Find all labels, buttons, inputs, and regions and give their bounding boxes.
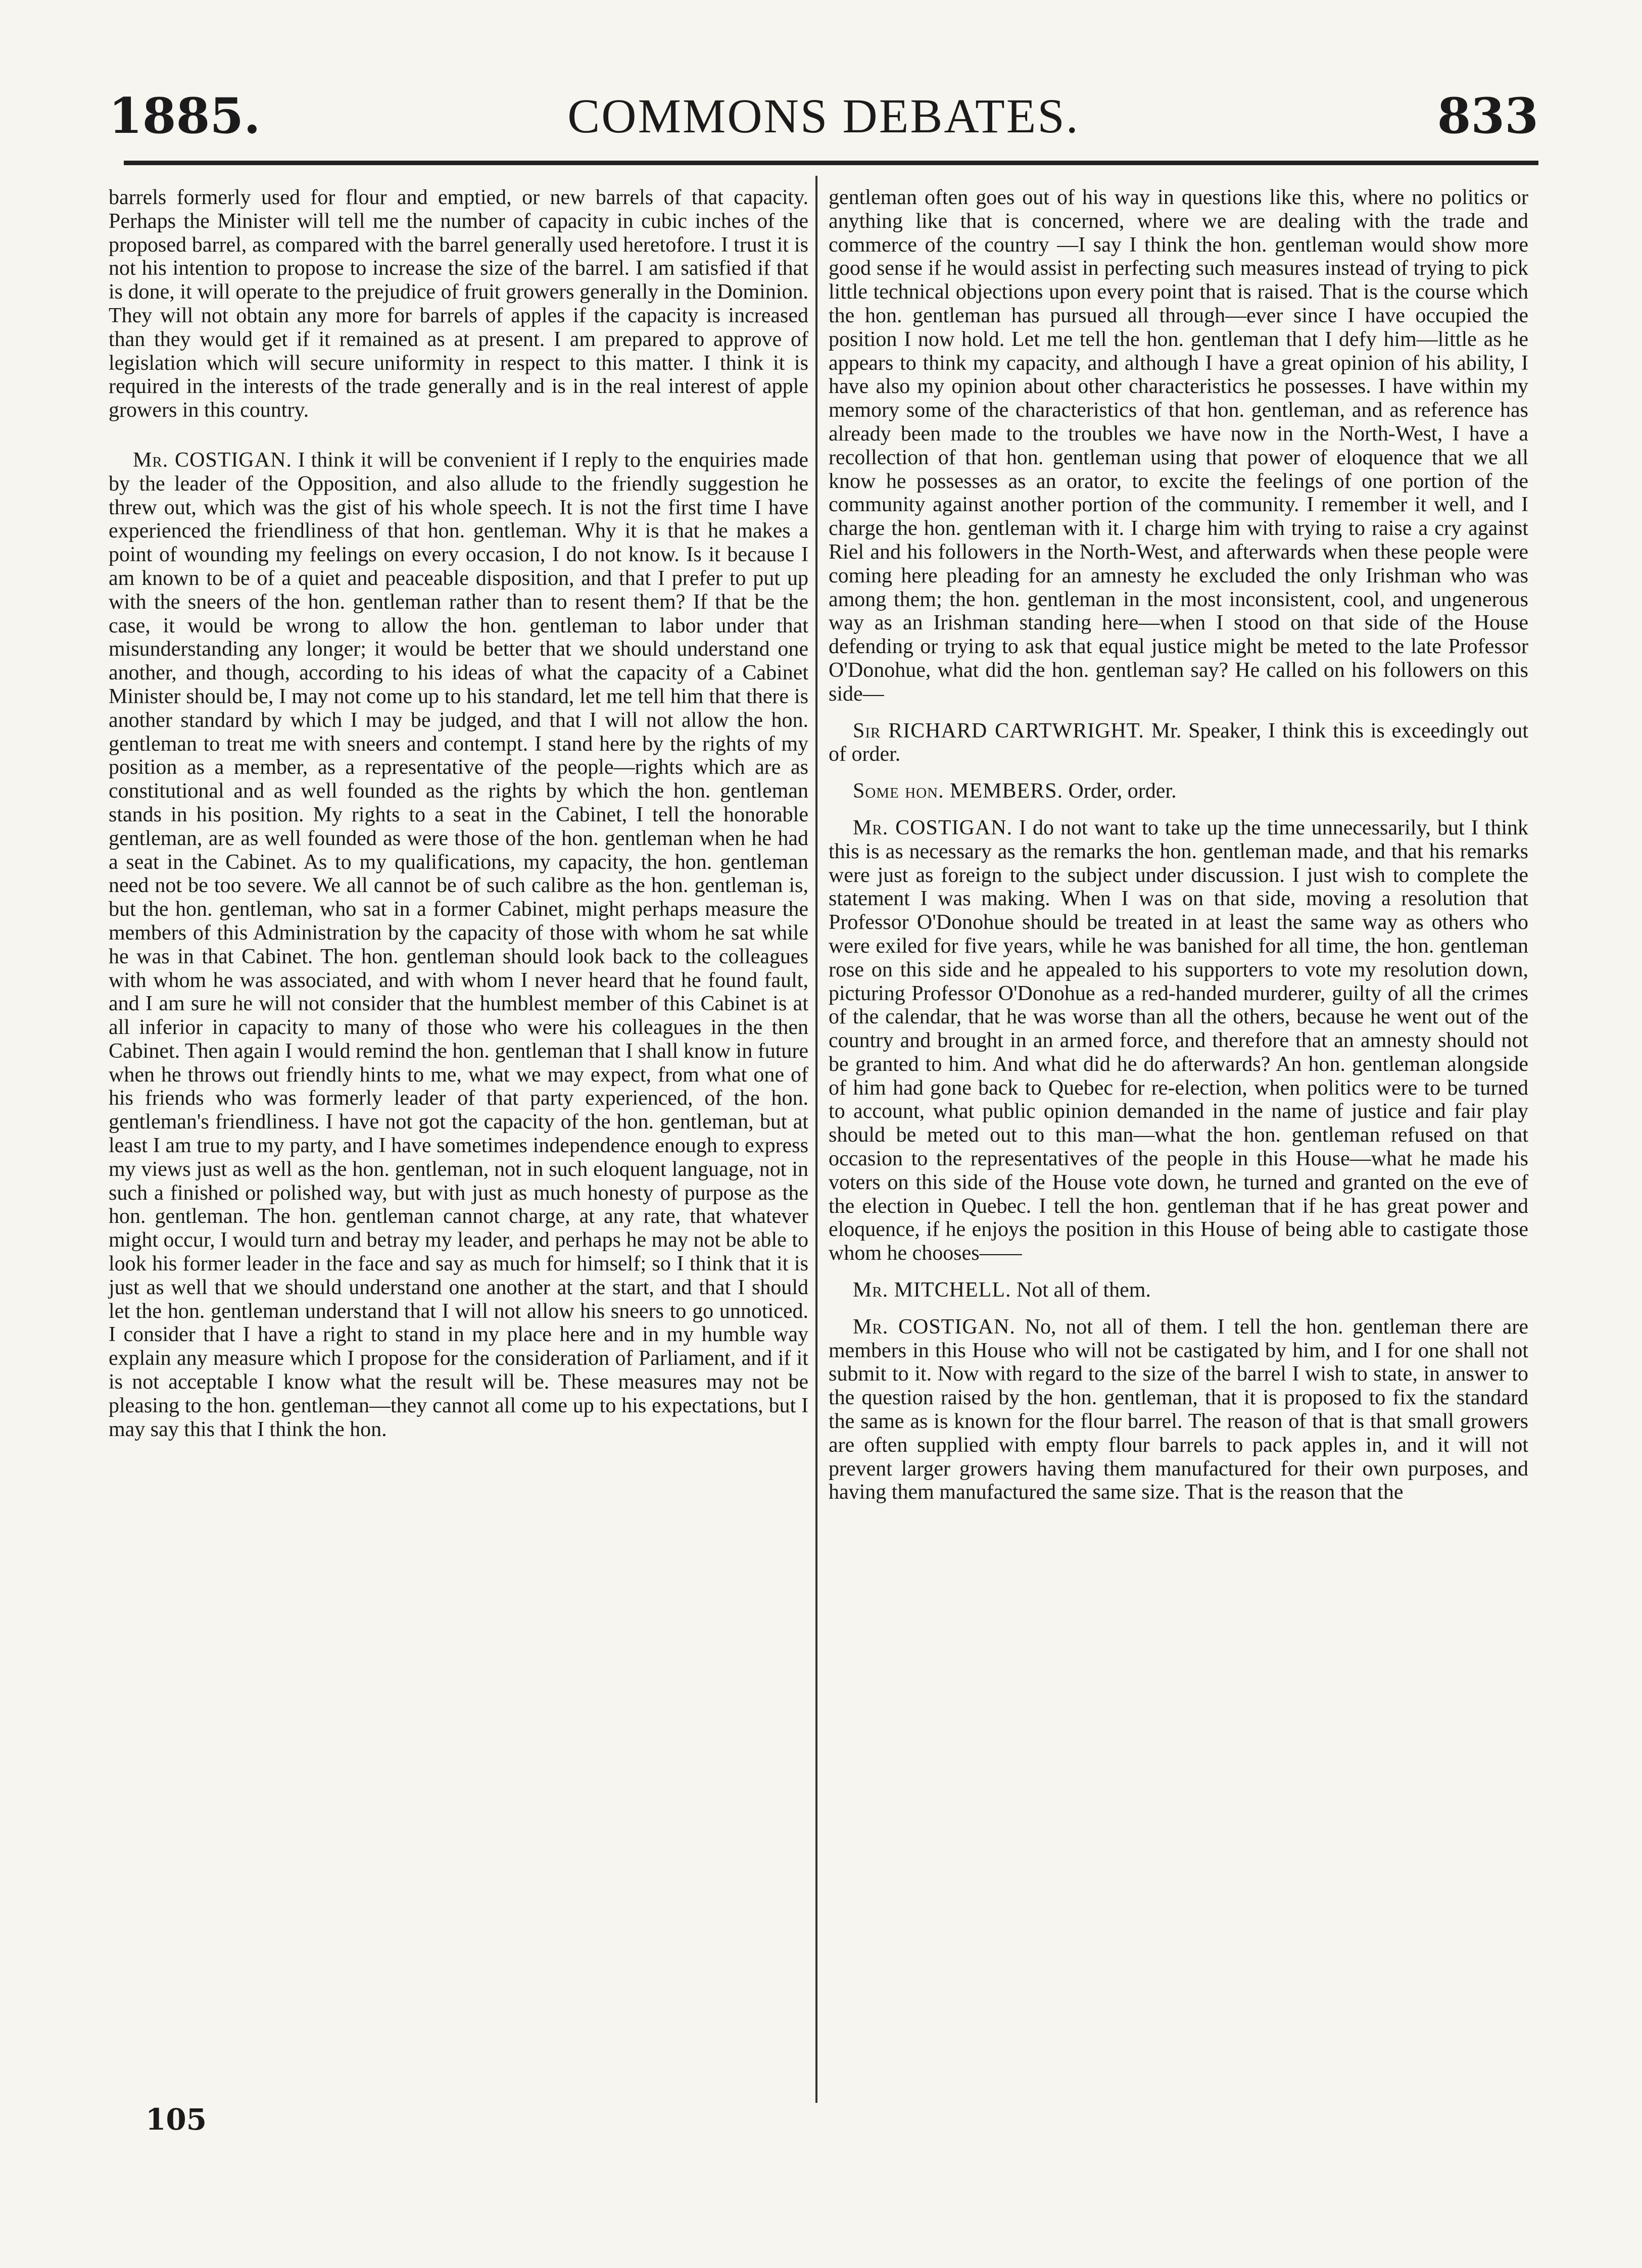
paragraph-text: Order, order. xyxy=(1068,779,1177,803)
speaker-name: Mr. COSTIGAN. xyxy=(853,1315,1016,1339)
paragraph xyxy=(829,1315,1528,1504)
paragraph-text: Mr. Speaker, I think this is exceedingly out of order. xyxy=(829,719,1528,766)
page-header xyxy=(109,88,1538,144)
signature-mark: 105 xyxy=(146,2102,207,2137)
paragraph-text: Not all of them. xyxy=(1016,1278,1151,1302)
right-column xyxy=(829,186,1528,1504)
header-rule xyxy=(124,161,1538,165)
paragraph-text: barrels formerly used for flour and emptied, or new barrels of that capacity. Perhaps the Minister will tell me the number of capacity in cubic inches of the proposed barrel, as compared with the barrel generally used heretofore. I trust it is not his intention to propose to increase the size of the barrel. I am satisfied if that is done, it will operate to the prejudice of fruit growers generally in the Dominion. They will not obtain any more for barrels of apples if the capacity is increased than they would get if it remained as at present. I am prepared to approve of legislation which will secure uniformity in respect to this matter. I think it is required in the interests of the trade generally and is in the real interest of apple growers in this country. xyxy=(109,186,808,422)
paragraph xyxy=(109,186,808,422)
paragraph xyxy=(109,449,808,1441)
left-column xyxy=(109,186,808,1441)
speaker-name: Mr. MITCHELL. xyxy=(853,1278,1011,1302)
header-page-number: 833 xyxy=(1437,87,1538,144)
speaker-name: Mr. COSTIGAN. xyxy=(133,448,292,472)
speaker-name: Some hon. MEMBERS. xyxy=(853,779,1064,803)
paragraph xyxy=(829,816,1528,1265)
paragraph-text: gentleman often goes out of his way in questions like this, where no politics or anything like that is concerned, where we are dealing with the trade and commerce of the country —I say I think the hon. gentleman would show more good sense if he would assist in perfecting such measures instead of trying to pick little technical objections upon every point that is raised. That is the course which the hon. gentleman has pursued all through—ever since I have occupied the position I now hold. Let me tell the hon. gentleman that I defy him—little as he appears to think my capacity, and although I have a great opinion of his ability, I have also my opinion about other characteristics he possesses. I have within my memory some of the characteristics of that hon. gentleman, and as reference has already been made to the troubles we have now in the North-West, I have a recollection of that hon. gentleman using that power of eloquence that we all know he possesses as an orator, to excite the feelings of one portion of the community against another portion of the community. I remember it well, and I charge the hon. gentleman with it. I charge him with trying to raise a cry against Riel and his followers in the North-West, and afterwards when these people were coming here pleading for an amnesty he excluded the only Irishman who was among them; the hon. gentleman in the most inconsistent, cool, and ungenerous way as an Irishman standing here—when I stood on that side of the House defending or trying to ask that equal justice might be meted to the late Professor O'Donohue, what did the hon. gentleman say? He called on his followers on this side— xyxy=(829,186,1528,706)
column-divider xyxy=(815,176,817,2103)
speaker-name: Sir RICHARD CARTWRIGHT. xyxy=(853,719,1144,743)
paragraph xyxy=(829,1278,1528,1302)
paragraph xyxy=(829,186,1528,706)
paragraph-text: I think it will be convenient if I reply to the enquiries made by the leader of the Opposition, and also allude to the friendly suggestion he threw out, which was the gist of his whole speech. It is not the first time I have experienced the friendliness of that hon. gentleman. Why it is that he makes a point of wounding my feelings on every occasion, I do not know. Is it because I am known to be of a quiet and peaceable disposition, and that I prefer to put up with the sneers of the hon. gentleman rather than to resent them? If that be the case, it would be wrong to allow the hon. gentleman to labor under that misunderstanding any longer; it would be better that we should understand one another, and though, according to his ideas of what the capacity of a Cabinet Minister should be, I may not come up to his standard, let me tell him that there is another standard by which I may be judged, and that I will not allow the hon. gentleman to treat me with sneers and contempt. I stand here by the rights of my position as a member, as a representative of the people—rights which are as constitutional and as well founded as the rights by which the hon. gentleman stands in his position. My rights to a seat in the Cabinet, I tell the honorable gentleman, are as well founded as were those of the hon. gentleman when he had a seat in the Cabinet. As to my qualifications, my capacity, the hon. gentleman need not be too severe. We all cannot be of such calibre as the hon. gentleman is, but the hon. gentleman, who sat in a former Cabinet, might perhaps measure the members of this Administration by the capacity of those with whom he sat while he was in that Cabinet. The hon. gentleman should look back to the colleagues with whom he was associated, and with whom I never heard that he found fault, and I am sure he will not consider that the humblest member of this Cabinet is at all inferior in capacity to many of those who were his colleagues in the then Cabinet. Then again I would remind the hon. gentleman that I shall know in future when he throws out friendly hints to me, what we may expect, from what one of his friends who was formerly leader of that party experienced, of the hon. gentleman's friendliness. I have not got the capacity of the hon. gentleman, but at least I am true to my party, and I have sometimes independence enough to express my views just as well as the hon. gentleman, not in such eloquent language, not in such a finished or polished way, but with just as much honesty of purpose as the hon. gentleman. The hon. gentleman cannot charge, at any rate, that whatever might occur, I would turn and betray my leader, and perhaps he may not be able to look his former leader in the face and say as much for himself; so I think that it is just as well that we should understand one another at the start, and that I should let the hon. gentleman understand that I will not allow his sneers to go unnoticed. I consider that I have a right to stand in my place here and in my humble way explain any measure which I propose for the consideration of Parliament, and if it is not acceptable I know what the result will be. These measures may not be pleasing to the hon. gentleman—they cannot all come up to his expectations, but I may say this that I think the hon. xyxy=(109,448,808,1441)
paragraph-text: I do not want to take up the time unnecessarily, but I think this is as necessary as the remarks the hon. gentleman made, and that his remarks were just as foreign to the subject under discussion. I just wish to complete the statement I was making. When I was on that side, moving a resolution that Professor O'Donohue should be treated in at least the same way as others who were exiled for five years, while he was banished for all time, the hon. gentleman rose on this side and he appealed to his supporters to vote my resolution down, picturing Professor O'Donohue as a red-handed murderer, guilty of all the crimes of the calendar, that he was worse than all the others, because he went out of the country and brought in an armed force, and therefore that an amnesty should not be granted to him. And what did he do afterwards? An hon. gentleman alongside of him had gone back to Quebec for re-election, when politics were to be turned to account, what public opinion demanded in the name of justice and fair play should be meted out to this man—what the hon. gentleman refused on that occasion to the representatives of the people in this House—what he made his voters on this side of the House vote down, he turned and granted on the eve of the election in Quebec. I tell the hon. gentleman that if he has great power and eloquence, if he enjoys the position in this House of being able to castigate those whom he chooses—— xyxy=(829,816,1528,1265)
speaker-name: Mr. COSTIGAN. xyxy=(853,816,1013,840)
paragraph xyxy=(829,719,1528,767)
header-title: COMMONS DEBATES. xyxy=(567,89,1080,143)
header-year: 1885. xyxy=(109,87,261,144)
paragraph-text: No, not all of them. I tell the hon. gentleman there are members in this House who will not be castigated by him, and I for one shall not submit to it. Now with regard to the size of the barrel I wish to state, in answer to the question raised by the hon. gentleman, that it is proposed to fix the standard the same as is known for the flour barrel. The reason of that is that small growers are often supplied with empty flour barrels to pack apples in, and it will not prevent larger growers having them manufactured for their own purposes, and having them manufactured the same size. That is the reason that the xyxy=(829,1315,1529,1504)
paragraph xyxy=(829,779,1528,803)
